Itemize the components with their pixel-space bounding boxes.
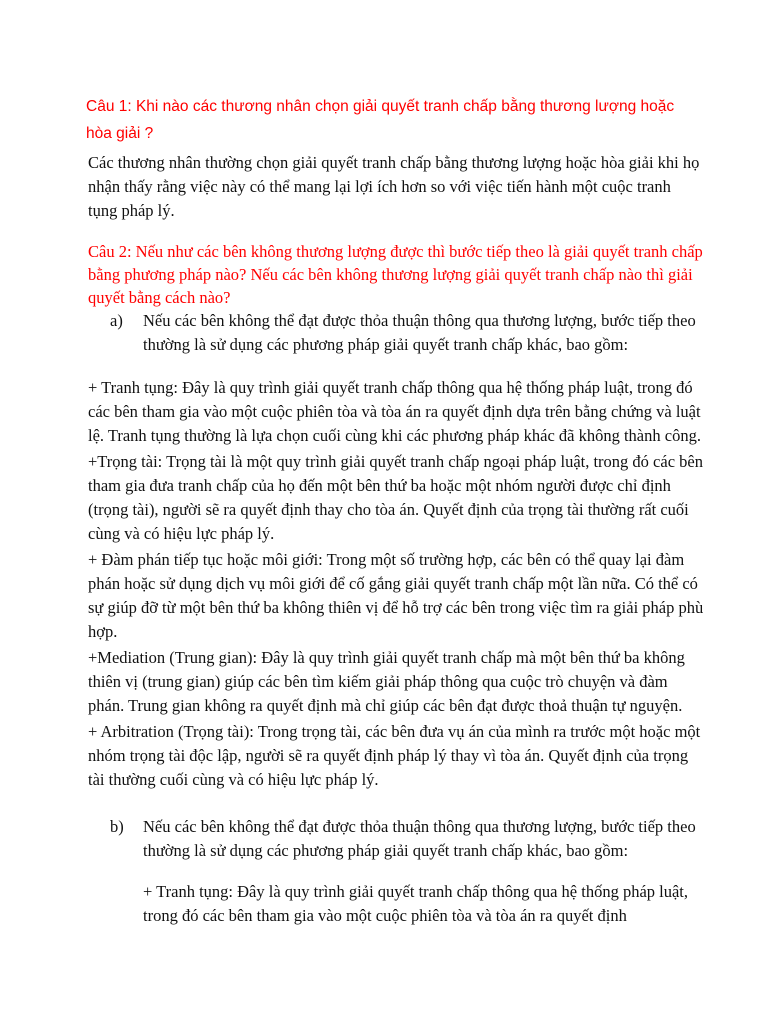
list-marker-b: b): [110, 817, 124, 836]
method-arbitration: +Trọng tài: Trọng tài là một quy trình giải quyết tranh chấp ngoại pháp luật, trong đó các bên tham gia đưa tranh chấp của họ đến một bên thứ ba hoặc một nhóm người được chỉ định (trọng tài), người sẽ ra quyết định thay cho tòa án. Quyết định của trọng tài thường rất cuối cùng và có hiệu lực pháp lý.: [88, 452, 703, 543]
method-mediation: +Mediation (Trung gian): Đây là quy trình giải quyết tranh chấp mà một bên thứ ba không thiên vị (trung gian) giúp các bên tìm kiếm giải pháp thông qua cuộc trò chuyện và đàm phán. Trung gian không ra quyết định mà chỉ giúp các bên đạt được thoả thuận tự nguyện.: [88, 648, 685, 715]
method-arbitration-en: + Arbitration (Trọng tài): Trong trọng tài, các bên đưa vụ án của mình ra trước một hoặc một nhóm trọng tài độc lập, người sẽ ra quyết định pháp lý thay vì tòa án. Quyết định của trọng tài thường cuối cùng và có hiệu lực pháp lý.: [88, 722, 701, 789]
method-negotiation-brokerage: + Đàm phán tiếp tục hoặc môi giới: Trong một số trường hợp, các bên có thể quay lại đàm phán hoặc sử dụng dịch vụ môi giới để cố gắng giải quyết tranh chấp một lần nữa. Có thể có sự giúp đỡ từ một bên thứ ba không thiên vị để hỗ trợ các bên trong việc tìm ra giải pháp phù hợp.: [88, 550, 704, 641]
list-item-b: [110, 815, 698, 863]
question-1: Câu 1: Khi nào các thương nhân chọn giải quyết tranh chấp bằng thương lượng hoặc hòa giải ?: [86, 98, 675, 142]
question-2: Câu 2: Nếu như các bên không thương lượng được thì bước tiếp theo là giải quyết tranh chấp bằng phương pháp nào? Nếu các bên không thương lượng giải quyết tranh chấp nào thì giải quyết bằng cách nào?: [88, 242, 703, 307]
answer-1: Các thương nhân thường chọn giải quyết tranh chấp bằng thương lượng hoặc hòa giải khi họ nhận thấy rằng việc này có thể mang lại lợi ích hơn so với việc tiến hành một cuộc tranh tụng pháp lý.: [88, 153, 700, 220]
list-item-b-sub: + Tranh tụng: Đây là quy trình giải quyết tranh chấp thông qua hệ thống pháp luật, trong đó các bên tham gia vào một cuộc phiên tòa và tòa án ra quyết định: [143, 882, 689, 925]
list-item-a: [110, 309, 698, 357]
methods-list: [88, 376, 706, 794]
list-item-b-text: Nếu các bên không thể đạt được thỏa thuận thông qua thương lượng, bước tiếp theo thường là sử dụng các phương pháp giải quyết tranh chấp khác, bao gồm:: [143, 817, 696, 860]
list-marker-a: a): [110, 311, 123, 330]
list-item-a-text: Nếu các bên không thể đạt được thỏa thuận thông qua thương lượng, bước tiếp theo thường là sử dụng các phương pháp giải quyết tranh chấp khác, bao gồm:: [143, 311, 696, 354]
method-litigation: + Tranh tụng: Đây là quy trình giải quyết tranh chấp thông qua hệ thống pháp luật, trong đó các bên tham gia vào một cuộc phiên tòa và tòa án ra quyết định dựa trên bằng chứng và luật lệ. Tranh tụng thường là lựa chọn cuối cùng khi các phương pháp khác đã không thành công.: [88, 378, 701, 445]
